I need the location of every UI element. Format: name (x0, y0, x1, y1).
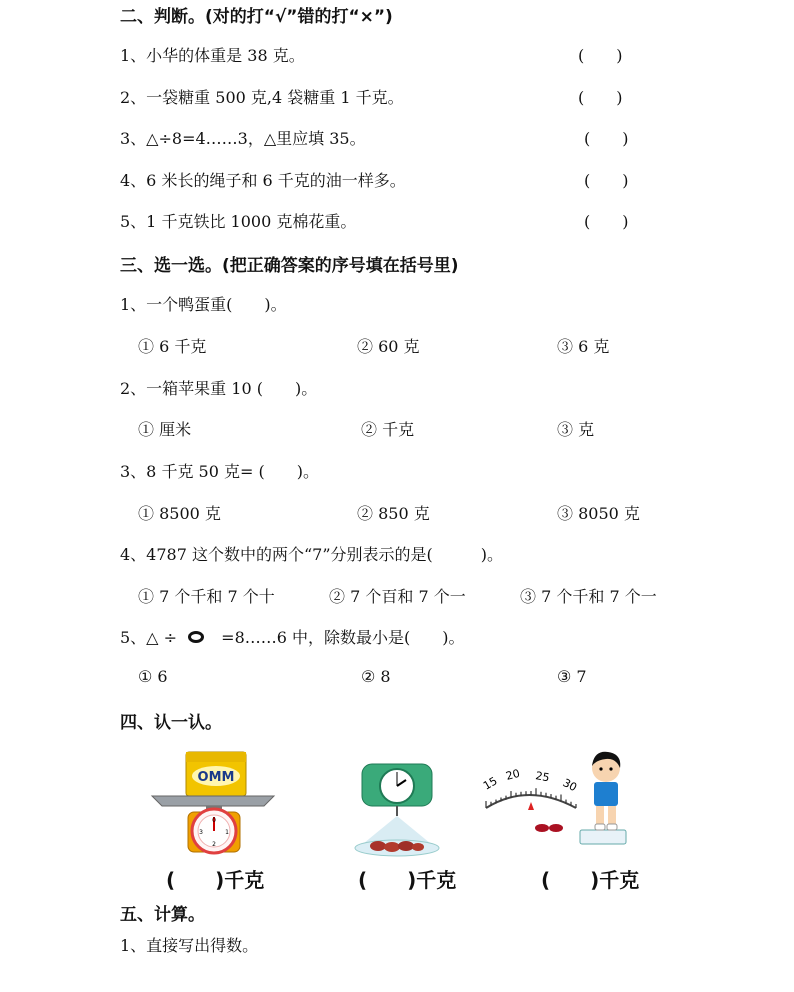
judge-answer-2[interactable]: ( ) (578, 88, 623, 107)
choice-option[interactable]: ③ 6 克 (557, 337, 610, 356)
svg-text:1: 1 (225, 829, 229, 836)
svg-text:2: 2 (212, 841, 216, 848)
judge-item-5: 5、1 千克铁比 1000 克棉花重。 (120, 212, 357, 231)
choice-option[interactable]: ② 850 克 (357, 504, 430, 523)
choice-option[interactable]: ① 8500 克 (138, 504, 221, 523)
section-5-title: 五、计算。 (120, 905, 205, 925)
judge-answer-3[interactable]: ( ) (584, 129, 629, 148)
judge-answer-4[interactable]: ( ) (584, 171, 629, 190)
choice-option[interactable]: ② 7 个百和 7 个一 (329, 587, 466, 606)
hanging-scale-image (348, 758, 448, 858)
choice-option[interactable]: ③ 7 (557, 667, 587, 686)
dial-label-30: 30 (560, 776, 580, 795)
dial-gauge-and-child-image (476, 750, 646, 855)
choice-option[interactable]: ① 厘米 (138, 420, 192, 439)
choice-option[interactable]: ② 千克 (361, 420, 415, 439)
calc-item-1: 1、直接写出得数。 (120, 936, 259, 955)
choice-question-5 (120, 625, 465, 648)
judge-answer-5[interactable]: ( ) (584, 212, 629, 231)
section-3-title: 三、选一选。(把正确答案的序号填在括号里) (120, 256, 459, 276)
choice-option[interactable]: ② 60 克 (357, 337, 420, 356)
platform-scale-with-bag-image (148, 748, 278, 858)
choice-option[interactable]: ① 6 千克 (138, 337, 207, 356)
section-2-title: 二、判断。(对的打“√”错的打“×”) (120, 7, 393, 27)
judge-item-3: 3、△÷8=4……3，△里应填 35。 (120, 129, 366, 148)
judge-item-1: 1、小华的体重是 38 克。 (120, 46, 305, 65)
judge-item-4: 4、6 米长的绳子和 6 千克的油一样多。 (120, 171, 406, 190)
dial-label-20: 20 (504, 766, 522, 783)
choice-option[interactable]: ② 8 (361, 667, 391, 686)
section-4-title: 四、认一认。 (120, 713, 222, 733)
choice-option[interactable]: ③ 7 个千和 7 个一 (520, 587, 657, 606)
svg-text:0: 0 (212, 817, 216, 824)
question-5-part-b: =8……6 中，除数最小是( )。 (221, 628, 465, 647)
choice-question-4: 4、4787 这个数中的两个“7”分别表示的是( )。 (120, 545, 504, 564)
choice-question-3: 3、8 千克 50 克= ( )。 (120, 462, 319, 481)
choice-option[interactable]: ③ 8050 克 (557, 504, 640, 523)
scale-answer-2[interactable]: ( )千克 (358, 868, 457, 892)
dial-label-15: 15 (481, 774, 500, 793)
scale-answer-3[interactable]: ( )千克 (541, 868, 640, 892)
dial-label-25: 25 (534, 769, 551, 785)
choice-option[interactable]: ① 6 (138, 667, 168, 686)
question-5-part-a: 5、△ ÷ (120, 628, 177, 647)
scale-answer-1[interactable]: ( )千克 (166, 868, 265, 892)
choice-option[interactable]: ① 7 个千和 7 个十 (138, 587, 275, 606)
judge-answer-1[interactable]: ( ) (578, 46, 623, 65)
choice-question-2: 2、一箱苹果重 10 ( )。 (120, 379, 318, 398)
svg-text:3: 3 (199, 829, 203, 836)
circle-symbol (188, 631, 204, 643)
judge-item-2: 2、一袋糖重 500 克,4 袋糖重 1 千克。 (120, 88, 404, 107)
bag-logo-text: OMM (197, 770, 235, 785)
choice-option[interactable]: ③ 克 (557, 420, 595, 439)
choice-question-1: 1、一个鸭蛋重( )。 (120, 295, 287, 314)
